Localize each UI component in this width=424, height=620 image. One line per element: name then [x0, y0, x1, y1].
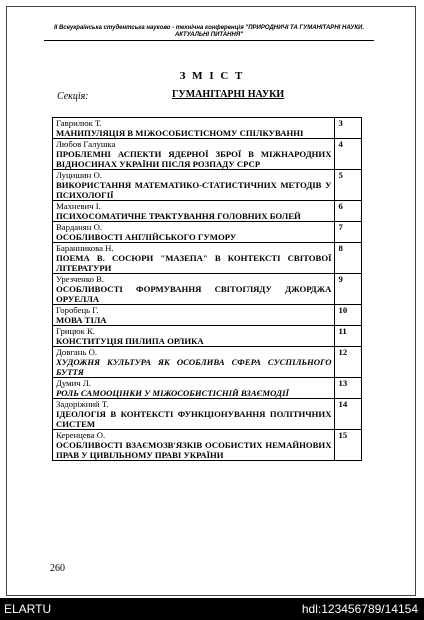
- toc-entry: [53, 326, 335, 347]
- work-title: МОВА ТІЛА: [56, 315, 107, 325]
- toc-page-number: 14: [335, 399, 362, 430]
- page-title: З М І С Т: [179, 70, 245, 82]
- conference-header: ІІ Всеукраїнська студентська науково - технічна конференція "ПРИРОДНИЧІ ТА ГУМАНІТАРНІ НАУКИ. АКТУАЛЬНІ ПИТАННЯ": [44, 25, 374, 41]
- handle-identifier[interactable]: hdl:123456789/14154: [301, 602, 418, 616]
- author-name: Довгань О.: [56, 347, 98, 357]
- author-name: Урезченко В.: [56, 274, 105, 284]
- toc-page-number: 9: [335, 274, 362, 305]
- toc-entry: [53, 305, 335, 326]
- toc-row: [53, 139, 362, 170]
- toc-entry: [53, 399, 335, 430]
- viewer-footer-bar: [0, 598, 424, 620]
- author-name: Думич Л.: [56, 378, 91, 388]
- work-title: ОСОБЛИВОСТІ ВЗАЄМОЗВ'ЯЗКІВ ОСОБИСТИХ НЕМАЙНОВИХ ПРАВ У ЦИВІЛЬНОМУ ПРАВІ УКРАЇНИ: [56, 440, 332, 460]
- toc-entry: [53, 170, 335, 201]
- toc-page-number: 5: [335, 170, 362, 201]
- contents-table: [52, 117, 362, 461]
- work-title: ОСОБЛИВОСТІ АНГЛІЙСЬКОГО ГУМОРУ: [56, 232, 237, 242]
- toc-entry: [53, 378, 335, 399]
- work-title: ІДЕОЛОГІЯ В КОНТЕКСТІ ФУНКЦІОНУВАННЯ ПОЛІТИЧНИХ СИСТЕМ: [56, 409, 332, 429]
- author-name: Керенцева О.: [56, 430, 106, 440]
- toc-row: [53, 378, 362, 399]
- toc-row: [53, 430, 362, 461]
- work-title: ПОЕМА В. СОСЮРИ "МАЗЕПА" В КОНТЕКСТІ СВІТОВОЇ ЛІТЕРАТУРИ: [56, 253, 332, 273]
- toc-row: [53, 222, 362, 243]
- toc-page-number: 6: [335, 201, 362, 222]
- toc-entry: [53, 222, 335, 243]
- toc-page-number: 3: [335, 118, 362, 139]
- author-name: Луцишин О.: [56, 170, 102, 180]
- toc-row: [53, 243, 362, 274]
- author-name: Грицюк К.: [56, 326, 95, 336]
- toc-entry: [53, 274, 335, 305]
- toc-row: [53, 170, 362, 201]
- toc-row: [53, 326, 362, 347]
- work-title: ХУДОЖНЯ КУЛЬТУРА ЯК ОСОБЛИВА СФЕРА СУСПІЛЬНОГО БУТТЯ: [56, 357, 332, 377]
- toc-entry: [53, 139, 335, 170]
- work-title: КОНСТИТУЦІЯ ПИЛИПА ОРЛИКА: [56, 336, 204, 346]
- author-name: Любов Галушка: [56, 139, 116, 149]
- section-name: ГУМАНІТАРНІ НАУКИ: [172, 89, 285, 100]
- toc-page-number: 11: [335, 326, 362, 347]
- section-label: Секція:: [57, 91, 89, 102]
- author-name: Задоріжний Т.: [56, 399, 109, 409]
- toc-row: [53, 305, 362, 326]
- author-name: Махневич І.: [56, 201, 101, 211]
- work-title: МАНИПУЛЯЦІЯ В МІЖОСОБИСТІСНОМУ СПІЛКУВАННІ: [56, 128, 304, 138]
- toc-entry: [53, 347, 335, 378]
- toc-page-number: 8: [335, 243, 362, 274]
- repository-name: ELARTU: [4, 602, 52, 616]
- page-number: 260: [50, 563, 65, 574]
- toc-row: [53, 347, 362, 378]
- toc-page-number: 7: [335, 222, 362, 243]
- toc-entry: [53, 201, 335, 222]
- toc-entry: [53, 430, 335, 461]
- work-title: ПСИХОСОМАТИЧНЕ ТРАКТУВАННЯ ГОЛОВНИХ БОЛЕЙ: [56, 211, 301, 221]
- work-title: ОСОБЛИВОСТІ ФОРМУВАННЯ СВІТОГЛЯДУ ДЖОРДЖА ОРУЕЛЛА: [56, 284, 332, 304]
- toc-row: [53, 201, 362, 222]
- toc-entry: [53, 243, 335, 274]
- author-name: Гаврилюк Т.: [56, 118, 102, 128]
- toc-row: [53, 274, 362, 305]
- toc-row: [53, 399, 362, 430]
- toc-row: [53, 118, 362, 139]
- author-name: Вардaнян О.: [56, 222, 103, 232]
- toc-entry: [53, 118, 335, 139]
- work-title: РОЛЬ САМООЦІНКИ У МІЖОСОБИСТІСНІЙ ВЗАЄМОДІЇ: [56, 388, 289, 398]
- author-name: Горобець Г.: [56, 305, 99, 315]
- toc-page-number: 15: [335, 430, 362, 461]
- work-title: ПРОБЛЕМНІ АСПЕКТИ ЯДЕРНОЇ ЗБРОЇ В МІЖНАРОДНИХ ВІДНОСИНАХ УКРАЇНИ ПІСЛЯ РОЗПАДУ СРСР: [56, 149, 332, 169]
- toc-page-number: 4: [335, 139, 362, 170]
- toc-page-number: 10: [335, 305, 362, 326]
- work-title: ВИКОРИСТАННЯ МАТЕМАТИКО-СТАТИСТИЧНИХ МЕТОДІВ У ПСИХОЛОГІЇ: [56, 180, 332, 200]
- toc-page-number: 12: [335, 347, 362, 378]
- author-name: Баранникова Н.: [56, 243, 114, 253]
- toc-page-number: 13: [335, 378, 362, 399]
